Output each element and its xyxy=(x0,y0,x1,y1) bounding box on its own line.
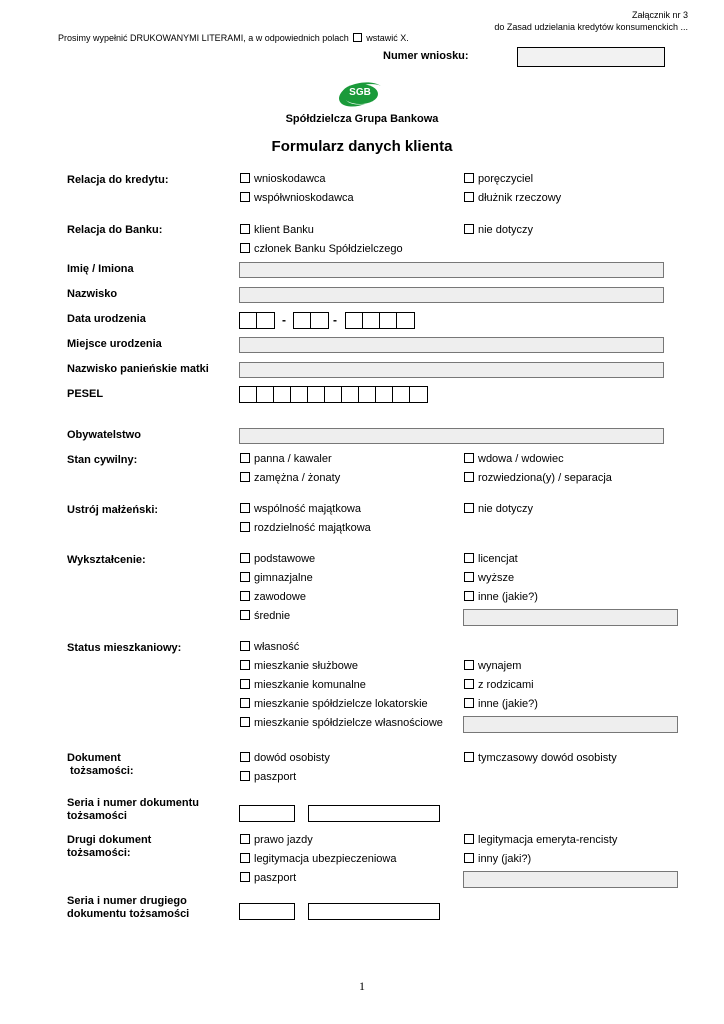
option-vocational[interactable] xyxy=(240,591,306,604)
option-label: legitymacja emeryta-rencisty xyxy=(478,834,618,846)
housing-status-label: Status mieszkaniowy: xyxy=(67,642,182,654)
option-driving-license[interactable] xyxy=(240,834,313,847)
option-label: dowód osobisty xyxy=(254,752,330,764)
checkbox-icon[interactable] xyxy=(240,771,250,781)
citizenship-label: Obywatelstwo xyxy=(67,429,141,441)
option-property-not-applicable[interactable] xyxy=(464,503,533,516)
option-label: inne (jakie?) xyxy=(478,591,538,603)
checkbox-icon[interactable] xyxy=(464,553,474,563)
option-coop-tenant[interactable] xyxy=(240,698,428,711)
logo-text: SGB xyxy=(349,87,371,98)
checkbox-icon[interactable] xyxy=(240,660,250,670)
birth-month-cells[interactable] xyxy=(293,312,329,329)
marital-property-label: Ustrój małżeński: xyxy=(67,504,159,516)
option-married[interactable] xyxy=(240,472,340,485)
option-separate-property[interactable] xyxy=(240,522,371,535)
option-label: legitymacja ubezpieczeniowa xyxy=(254,853,397,865)
checkbox-icon[interactable] xyxy=(464,192,474,202)
checkbox-icon[interactable] xyxy=(464,752,474,762)
mother-maiden-name-field[interactable] xyxy=(239,362,664,378)
option-label: średnie xyxy=(254,610,291,622)
checkbox-icon[interactable] xyxy=(464,572,474,582)
option-applicant[interactable] xyxy=(240,173,326,186)
option-passport[interactable] xyxy=(240,771,296,784)
checkbox-icon[interactable] xyxy=(464,698,474,708)
first-name-field[interactable] xyxy=(239,262,664,278)
option-housing-other[interactable] xyxy=(464,698,538,711)
checkbox-icon[interactable] xyxy=(464,591,474,601)
checkbox-icon[interactable] xyxy=(464,853,474,863)
option-primary[interactable] xyxy=(240,553,315,566)
option-label: gimnazjalne xyxy=(254,572,313,584)
page-number: 1 xyxy=(359,979,365,993)
second-id-number-field[interactable] xyxy=(308,903,440,920)
option-single[interactable] xyxy=(240,453,332,466)
option-label: własność xyxy=(254,641,300,653)
birth-year-cells[interactable] xyxy=(345,312,415,329)
checkbox-icon[interactable] xyxy=(464,834,474,844)
checkbox-icon[interactable] xyxy=(240,503,250,513)
label-line: Drugi dokument xyxy=(67,834,152,846)
first-name-label: Imię / Imiona xyxy=(67,263,134,275)
option-municipal-flat[interactable] xyxy=(240,679,366,692)
label-line: Dokument xyxy=(67,752,121,764)
option-label: wynajem xyxy=(478,660,522,672)
checkbox-icon[interactable] xyxy=(240,472,250,482)
id-series-field[interactable] xyxy=(239,805,295,822)
checkbox-sample-icon xyxy=(353,33,362,42)
option-label: zawodowe xyxy=(254,591,306,603)
checkbox-icon[interactable] xyxy=(464,660,474,670)
option-label: tymczasowy dowód osobisty xyxy=(478,752,617,764)
option-label: dłużnik rzeczowy xyxy=(478,192,562,204)
checkbox-icon[interactable] xyxy=(464,173,474,183)
option-label: nie dotyczy xyxy=(478,224,534,236)
option-label: mieszkanie spółdzielcze lokatorskie xyxy=(254,698,428,710)
option-second-id-other[interactable] xyxy=(464,853,531,866)
checkbox-icon[interactable] xyxy=(240,698,250,708)
option-pensioner-card[interactable] xyxy=(464,834,617,847)
pesel-label: PESEL xyxy=(67,388,104,400)
option-real-debtor[interactable] xyxy=(464,192,561,205)
application-number-field[interactable] xyxy=(517,47,665,67)
rules-label: do Zasad udzielania kredytów konsumenckich ... xyxy=(494,22,688,32)
option-bank-client[interactable] xyxy=(240,224,314,237)
option-divorced[interactable] xyxy=(464,472,612,485)
option-label: mieszkanie komunalne xyxy=(254,679,366,691)
instruction-tail: wstawić X. xyxy=(366,33,409,43)
option-temp-id-card[interactable] xyxy=(464,752,617,765)
application-number-label: Numer wniosku: xyxy=(383,50,469,62)
birth-place-field[interactable] xyxy=(239,337,664,353)
option-label: nie dotyczy xyxy=(478,503,534,515)
option-bachelor[interactable] xyxy=(464,553,518,566)
bank-name: Spółdzielcza Grupa Bankowa xyxy=(285,113,439,125)
option-with-parents[interactable] xyxy=(464,679,534,692)
label-line: tożsamości: xyxy=(70,765,134,777)
birth-place-label: Miejsce urodzenia xyxy=(67,338,162,350)
option-bank-member[interactable] xyxy=(240,243,403,256)
option-label: wspólność majątkowa xyxy=(254,503,361,515)
instruction-text: Prosimy wypełnić DRUKOWANYMI LITERAMI, a w odpowiednich polach xyxy=(58,33,349,43)
checkbox-icon[interactable] xyxy=(464,503,474,513)
option-label: poręczyciel xyxy=(478,173,534,185)
form-title: Formularz danych klienta xyxy=(271,138,453,155)
option-co-applicant[interactable] xyxy=(240,192,354,205)
option-label: panna / kawaler xyxy=(254,453,332,465)
option-label: mieszkanie służbowe xyxy=(254,660,358,672)
last-name-label: Nazwisko xyxy=(67,288,118,300)
checkbox-icon[interactable] xyxy=(240,853,250,863)
checkbox-icon[interactable] xyxy=(240,641,250,651)
second-id-series-field[interactable] xyxy=(239,903,295,920)
option-second-passport[interactable] xyxy=(240,872,296,885)
option-higher[interactable] xyxy=(464,572,514,585)
option-insurance-card[interactable] xyxy=(240,853,396,866)
birth-date-label: Data urodzenia xyxy=(67,313,146,325)
checkbox-icon[interactable] xyxy=(240,752,250,762)
checkbox-icon[interactable] xyxy=(240,591,250,601)
id-number-field[interactable] xyxy=(308,805,440,822)
fill-instruction xyxy=(58,33,409,44)
housing-other-field[interactable] xyxy=(463,716,678,733)
checkbox-icon[interactable] xyxy=(464,679,474,689)
checkbox-icon[interactable] xyxy=(240,834,250,844)
option-label: wdowa / wdowiec xyxy=(478,453,564,465)
option-label: z rodzicami xyxy=(478,679,534,691)
option-joint-property[interactable] xyxy=(240,503,361,516)
option-bank-not-applicable[interactable] xyxy=(464,224,533,237)
checkbox-icon[interactable] xyxy=(240,610,250,620)
credit-relation-label: Relacja do kredytu: xyxy=(67,174,169,186)
pesel-cells[interactable] xyxy=(239,386,428,403)
date-separator: - xyxy=(333,313,337,327)
attachment-label: Załącznik nr 3 xyxy=(631,10,688,20)
second-id-label xyxy=(67,834,151,860)
option-id-card[interactable] xyxy=(240,752,330,765)
birth-day-cells[interactable] xyxy=(239,312,275,329)
mother-maiden-name-label: Nazwisko panieńskie matki xyxy=(67,363,209,375)
option-label: prawo jazdy xyxy=(254,834,313,846)
checkbox-icon[interactable] xyxy=(240,553,250,563)
sgb-logo xyxy=(335,76,385,110)
checkbox-icon[interactable] xyxy=(464,453,474,463)
option-rent[interactable] xyxy=(464,660,521,673)
option-label: licencjat xyxy=(478,553,518,565)
option-label: rozwiedziona(y) / separacja xyxy=(478,472,612,484)
option-guarantor[interactable] xyxy=(464,173,533,186)
date-separator: - xyxy=(282,313,286,327)
id-series-label xyxy=(67,797,199,823)
option-label: inny (jaki?) xyxy=(478,853,532,865)
option-label: rozdzielność majątkowa xyxy=(254,522,371,534)
option-label: paszport xyxy=(254,771,297,783)
option-label: inne (jakie?) xyxy=(478,698,538,710)
checkbox-icon[interactable] xyxy=(240,192,250,202)
checkbox-icon[interactable] xyxy=(240,243,250,253)
label-line: Seria i numer dokumentu xyxy=(67,797,200,809)
checkbox-icon[interactable] xyxy=(240,679,250,689)
option-service-flat[interactable] xyxy=(240,660,358,673)
option-label: wyższe xyxy=(478,572,515,584)
education-label: Wykształcenie: xyxy=(67,554,146,566)
last-name-field[interactable] xyxy=(239,287,664,303)
option-lower-secondary[interactable] xyxy=(240,572,313,585)
id-document-label xyxy=(67,752,134,778)
checkbox-icon[interactable] xyxy=(240,453,250,463)
education-other-field[interactable] xyxy=(463,609,678,626)
marital-status-label: Stan cywilny: xyxy=(67,454,138,466)
checkbox-icon[interactable] xyxy=(464,224,474,234)
option-widowed[interactable] xyxy=(464,453,564,466)
option-coop-ownership[interactable] xyxy=(240,717,443,730)
option-label: paszport xyxy=(254,872,297,884)
checkbox-icon[interactable] xyxy=(240,522,250,532)
option-label: współwnioskodawca xyxy=(254,192,354,204)
option-education-other[interactable] xyxy=(464,591,538,604)
option-label: mieszkanie spółdzielcze własnościowe xyxy=(254,717,443,729)
label-line: tożsamości: xyxy=(67,847,131,859)
bank-relation-label: Relacja do Banku: xyxy=(67,224,163,236)
checkbox-icon[interactable] xyxy=(240,572,250,582)
label-line: tożsamości xyxy=(67,810,127,822)
option-label: członek Banku Spółdzielczego xyxy=(254,243,403,255)
checkbox-icon[interactable] xyxy=(240,872,250,882)
checkbox-icon[interactable] xyxy=(240,173,250,183)
second-id-series-label xyxy=(67,895,189,921)
checkbox-icon[interactable] xyxy=(464,472,474,482)
label-line: Seria i numer drugiego xyxy=(67,895,187,907)
option-secondary[interactable] xyxy=(240,610,290,623)
option-ownership[interactable] xyxy=(240,641,299,654)
second-id-other-field[interactable] xyxy=(463,871,678,888)
option-label: zamężna / żonaty xyxy=(254,472,341,484)
citizenship-field[interactable] xyxy=(239,428,664,444)
label-line: dokumentu tożsamości xyxy=(67,908,190,920)
checkbox-icon[interactable] xyxy=(240,224,250,234)
option-label: podstawowe xyxy=(254,553,316,565)
option-label: wnioskodawca xyxy=(254,173,326,185)
checkbox-icon[interactable] xyxy=(240,717,250,727)
option-label: klient Banku xyxy=(254,224,314,236)
